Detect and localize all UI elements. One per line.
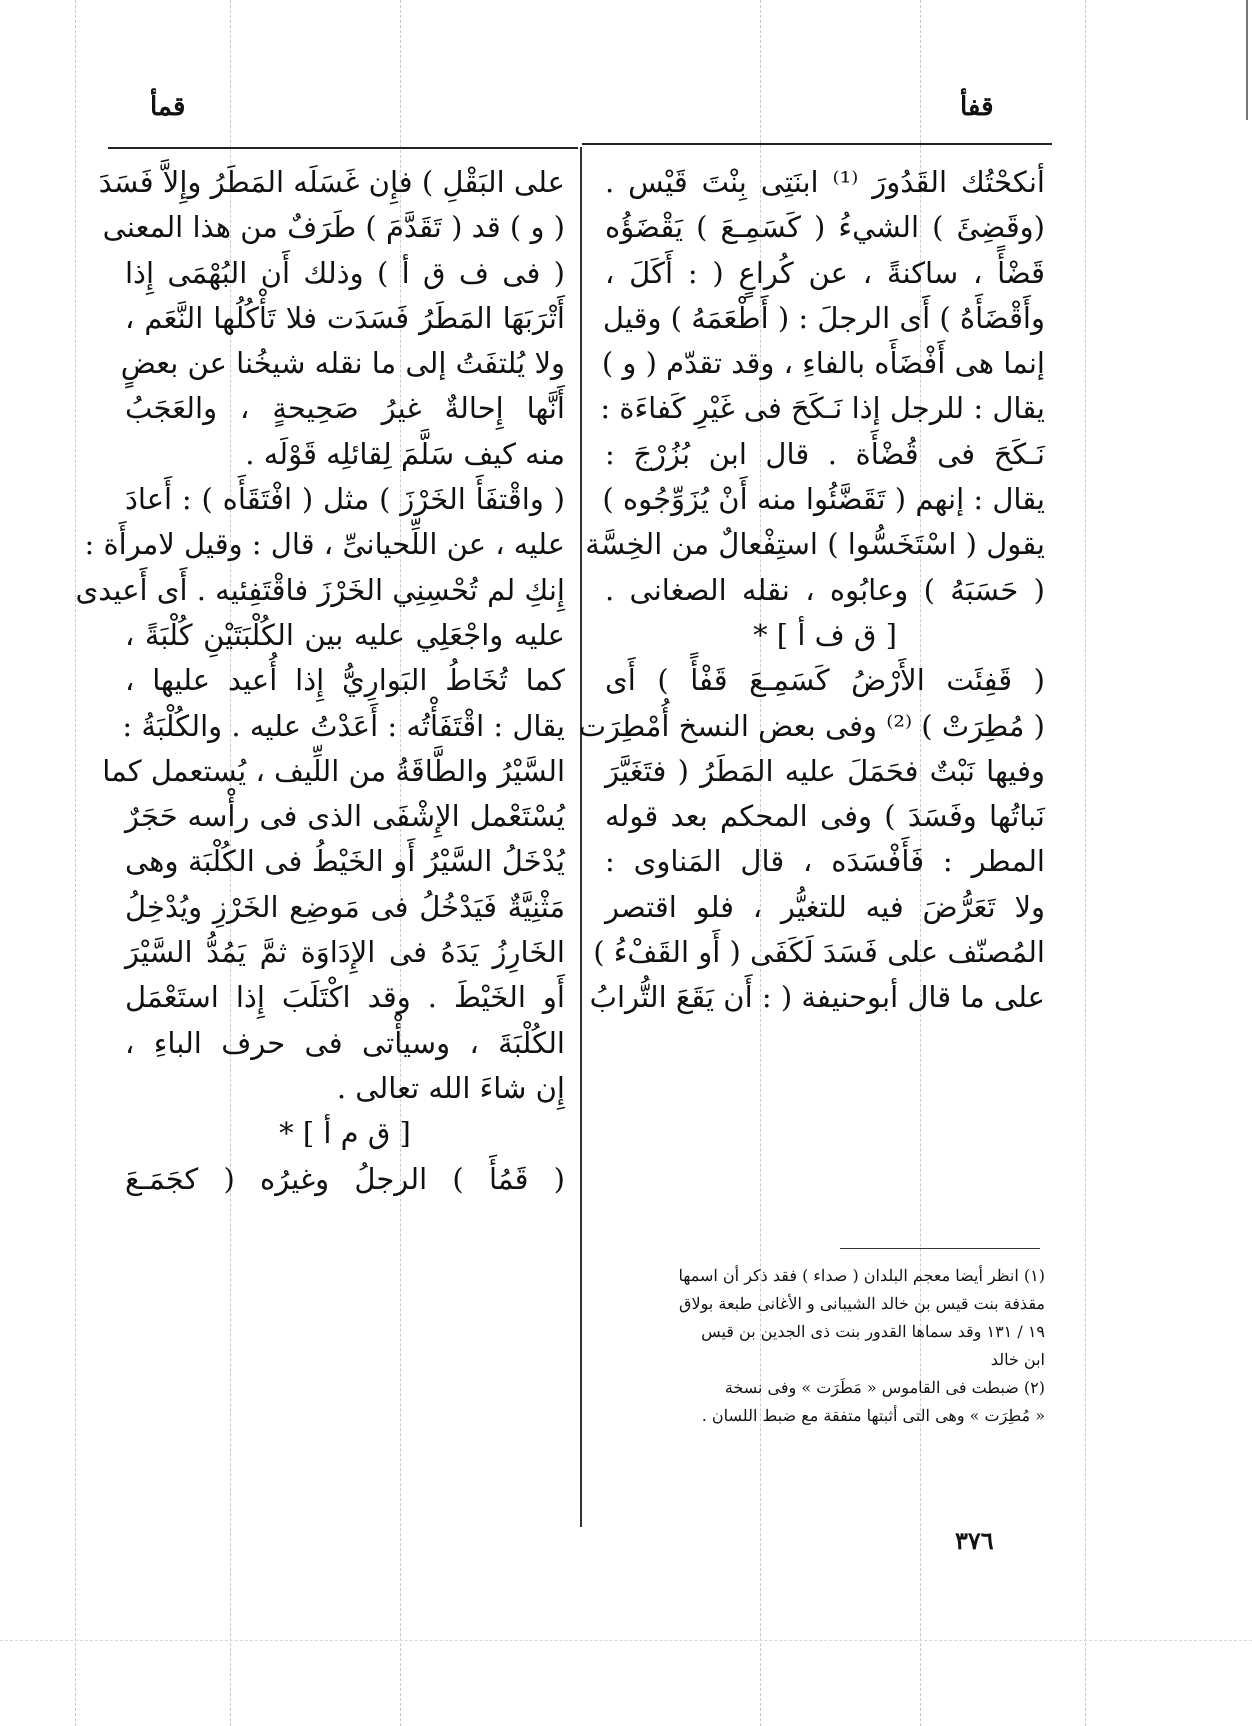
footnotes — [605, 1262, 1045, 1430]
text-line: ( و ) قد ( تَقَدَّمَ ) طَرَفٌ من هذا المعنى — [102, 210, 565, 245]
running-head-right: قفأ — [960, 92, 994, 122]
text-line: ( قَمُأَ ) الرجلُ وغيرُه ( كجَمَـعَ — [125, 1161, 565, 1196]
footnote-line: ابن خالد — [990, 1350, 1045, 1369]
header-rule-right — [582, 143, 1052, 145]
text-line: على البَقْلِ ) فإِن غَسَلَه المَطَرُ وإِلاَّ فَسَدَ — [98, 165, 565, 199]
text-line: يُسْتَعْمل الإِشْفَى الذى فى رأْسه حَجَرٌ — [125, 799, 565, 834]
text-line: المُصنّف على فَسَدَ لَكَفَى ( أَو القَفْءُ ) — [593, 935, 1045, 970]
page-edge — [1246, 0, 1248, 120]
text-line: ( واقْتفَأَ الخَرْزَ ) مثل ( افْتَقَأَه ) : أَعادَ — [125, 482, 565, 517]
text-line: أَو الخَيْطَ . وقد اكْتَلَبَ إِذا استَعْمَل — [125, 980, 565, 1015]
text-line: وفيها نَبْتٌ فحَمَلَ عليه المَطَرُ ( فتَغَيَّرَ — [605, 753, 1045, 788]
text-line: السَّيْرُ والطَّاقَةُ من اللِّيف ، يُستعمل كما — [102, 753, 565, 788]
text-line: أنكحْتُك القَدُورَ ⁽¹⁾ ابنَتِى بِنْتَ قَيْس . — [605, 165, 1045, 199]
text-line: عليه واجْعَلِي عليه بين الكُلْبَتَيْنِ كُلْبَةً ، — [125, 617, 565, 652]
text-line: كما تُخَاطُ البَوارِيُّ إِذا أُعيد عليها ، — [125, 663, 565, 698]
footnote-line: (١) انظر أيضا معجم البلدان ( صداء ) فقد ذكر أن اسمها — [678, 1266, 1045, 1285]
text-line: يقال : للرجل إذا نَـكَحَ فى غَيْرِ كَفاءَة : — [600, 391, 1045, 426]
left-column — [75, 160, 565, 1202]
text-line: ولا يُلتفَتُ إلى ما نقله شيخُنا عن بعضٍ — [120, 346, 565, 381]
footnote-line: مقذفة بنت قيس بن خالد الشيبانى و الأغانى طبعة بولاق — [679, 1294, 1045, 1313]
text-line: ( قَفِئَت الأَرْضُ كَسَمِـعَ قَفْأً ) أَى — [605, 663, 1045, 698]
text-line: إِنكِ لم تُحْسِنِي الخَرْزَ فاقْتَفِئيه . أَى أَعيدى — [75, 572, 565, 607]
text-line: ( مُطِرَتْ ) ⁽²⁾ وفى بعض النسخ أُمْطِرَت — [578, 708, 1045, 743]
text-line: ولا تَعَرُّضَ فيه للتغيُّر ، فلو اقتصر — [605, 889, 1045, 924]
text-line: ( حَسَبَهُ ) وعابُوه ، نقله الصغانى . — [605, 572, 1045, 607]
text-line: قَضْأً ، ساكنةً ، عن كُراعٍ ( : أَكَلَ ، — [605, 255, 1045, 290]
text-line: يقال : إنهم ( تَقَضَّئُوا منه أَنْ يُزَوِّجُوه ) — [602, 482, 1045, 517]
text-line: يقول ( اسْتَخَسُّوا ) استِفْعالٌ من الخِسَّة — [585, 527, 1045, 562]
text-line: ( فى ف ق أ ) وذلك أَن البُهْمَى إِذا — [125, 255, 565, 290]
text-line: الكُلْبَةَ ، وسيأْتى فى حرف الباءِ ، — [125, 1025, 565, 1060]
text-line: عليه ، عن اللِّحيانىِّ ، قال : وقيل لامرأَة : — [84, 527, 565, 562]
right-column — [578, 160, 1045, 1021]
text-line: منه كيف سَلَّمَ لِقائلِه قَوْلَه . — [245, 436, 565, 471]
text-line: الخَارِزُ يَدَهُ فى الإِدَاوَة ثمَّ يَمُدُّ السَّيْرَ — [125, 935, 565, 970]
text-line: وأَقْضَأَهُ ) أَى الرجلَ : ( أَطْعَمَهُ ) وقيل — [602, 300, 1045, 335]
text-line: أَنَّها إِحالةٌ غيرُ صَحِيحةٍ ، والعَجَبُ — [125, 391, 565, 426]
scan-guide-line — [0, 1640, 1252, 1641]
header-rule-left — [108, 147, 578, 149]
entry-heading: [ ق ف أ ] * — [753, 617, 897, 652]
text-line: إِن شاءَ الله تعالى . — [336, 1070, 565, 1105]
text-line: نَباتُها وفَسَدَ ) وفى المحكم بعد قوله — [605, 799, 1045, 834]
text-line: يقال : اقْتَفَأْتُه : أَعَدْتُ عليه . والكُلْبَةُ : — [122, 708, 565, 743]
text-line: إنما هى أَفْضَأَه بالفاءِ ، وقد تقدّم ( و ) — [601, 346, 1045, 381]
footnote-line: ١٩ / ١٣١ وقد سماها القدور بنت ذى الجدين بن قيس — [701, 1322, 1045, 1341]
scan-guide-line — [75, 0, 76, 1726]
text-line: على ما قال أبوحنيفة ( : أَن يَقَعَ التُّرابُ — [589, 980, 1045, 1015]
text-line: (وقَضِئَ ) الشيءُ ( كَسَمِـعَ ) يَقْضَؤُه — [605, 210, 1045, 245]
column-divider — [580, 147, 582, 1527]
text-line: أَتْرَبَهَا المَطَرُ فَسَدَت فلا تَأْكُلُها النَّعَم ، — [125, 300, 565, 335]
entry-heading: [ ق م أ ] * — [279, 1116, 411, 1151]
text-line: المطر : فَأَفْسَدَه ، قال المَناوى : — [605, 844, 1045, 879]
footnote-line: (٢) ضبطت فى القاموس « مَطَرَت » وفى نسخة — [724, 1378, 1045, 1397]
text-line: يُدْخَلُ السَّيْرُ أَو الخَيْطُ فى الكُلْبَة وهى — [125, 844, 565, 879]
text-line: مَثْنِيَّةٌ فَيَدْخُلُ فى مَوضِع الخَرْزِ ويُدْخِلُ — [125, 889, 565, 924]
running-head-left: قمأ — [150, 92, 186, 122]
footnote-line: « مُطِرَت » وهى التى أثبتها متفقة مع ضبط اللسان . — [701, 1406, 1045, 1425]
page-number: ٣٧٦ — [955, 1526, 994, 1555]
text-line: نَـكَحَ فى قُضْأَة . قال ابن بُزُرْجَ : — [605, 436, 1045, 471]
footnote-rule — [840, 1248, 1040, 1249]
scan-guide-line — [1085, 0, 1086, 1726]
